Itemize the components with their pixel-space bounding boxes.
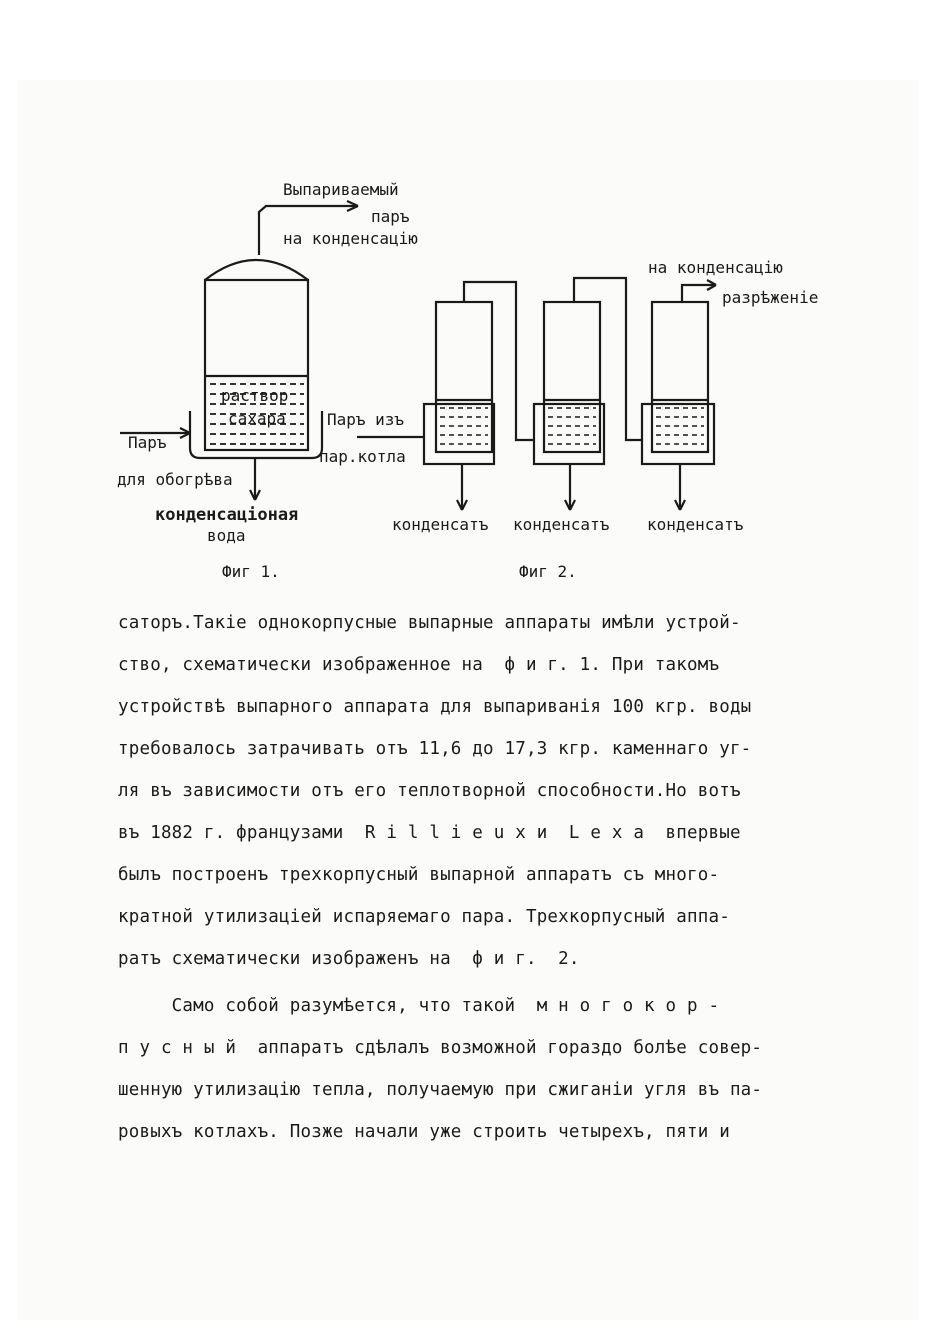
- vessel-2-body: [544, 302, 600, 452]
- vessel-2-liquid: [548, 408, 596, 444]
- text-line: п у с н ы й аппаратъ сдѣлалъ возможной гораздо болѣе совер-: [118, 1038, 763, 1058]
- fig2-vacuum-label: разрѣженіе: [722, 288, 819, 307]
- fig1-solution-label-2: сахара: [228, 409, 286, 428]
- fig2-caption: Фиг 2.: [519, 562, 577, 581]
- fig1-condensate-label-2: вода: [207, 526, 246, 545]
- text-line: ство, схематически изображенное на ф и г. 1. При такомъ: [118, 655, 720, 675]
- fig1-solution-label-1: раствор: [221, 386, 289, 405]
- text-line: устройствѣ выпарного аппарата для выпариванія 100 кгр. воды: [118, 697, 752, 717]
- text-line: саторъ.Такіе однокорпусные выпарные аппараты имѣли устрой-: [118, 613, 741, 633]
- fig1-vapor-label-1: Выпариваемый: [283, 180, 399, 199]
- fig2-condensate-label-3: конденсатъ: [647, 515, 744, 534]
- vessel-1-jacket: [424, 404, 494, 464]
- text-line: Само собой разумѣется, что такой м н о г о к о р -: [118, 996, 720, 1016]
- vessel-3-body: [652, 302, 708, 452]
- pipe-1-2: [464, 282, 534, 440]
- text-line: былъ построенъ трехкорпусный выпарной аппаратъ съ много-: [118, 865, 720, 885]
- body-text: [118, 602, 818, 1153]
- text-line: ратъ схематически изображенъ на ф и г. 2.: [118, 949, 580, 969]
- fig1-boiler-label: пар.котла: [319, 447, 406, 466]
- text-line: ровыхъ котлахъ. Позже начали уже строить четырехъ, пяти и: [118, 1122, 730, 1142]
- fig1-steam-from-label: Паръ изъ: [327, 410, 405, 429]
- fig1-vapor-label-3: на конденсацію: [283, 229, 418, 248]
- fig2-condensate-label-1: конденсатъ: [392, 515, 489, 534]
- fig2-to-condensation-label: на конденсацію: [648, 258, 783, 277]
- figures-area: [0, 0, 936, 600]
- vessel-3-liquid: [656, 408, 704, 444]
- text-line: шенную утилизацію тепла, получаемую при сжиганіи угля въ па-: [118, 1080, 763, 1100]
- text-line: кратной утилизацiей испаряемаго пара. Трехкорпусный аппа-: [118, 907, 730, 927]
- text-line: ля въ зависимости отъ его теплотворной способности.Но вотъ: [118, 781, 741, 801]
- figure-2: [357, 278, 716, 510]
- fig1-vapor-label-2: паръ: [371, 207, 410, 226]
- fig2-condensate-label-2: конденсатъ: [513, 515, 610, 534]
- text-line: въ 1882 г. французами R i l l i e u x и L e x a впервые: [118, 823, 741, 843]
- fig1-steam-in-label-1: Паръ: [128, 433, 167, 452]
- vessel-1-body: [436, 302, 492, 452]
- text-line: требовалось затрачивать отъ 11,6 до 17,3 кгр. каменнаго уг-: [118, 739, 752, 759]
- vessel-1-liquid: [440, 408, 488, 444]
- evaporator-dome: [205, 260, 308, 280]
- fig1-caption: Фиг 1.: [222, 562, 280, 581]
- fig1-steam-in-label-2: для обогрѣва: [117, 470, 233, 489]
- fig1-condensate-label-1: конденсаціоная: [155, 505, 299, 525]
